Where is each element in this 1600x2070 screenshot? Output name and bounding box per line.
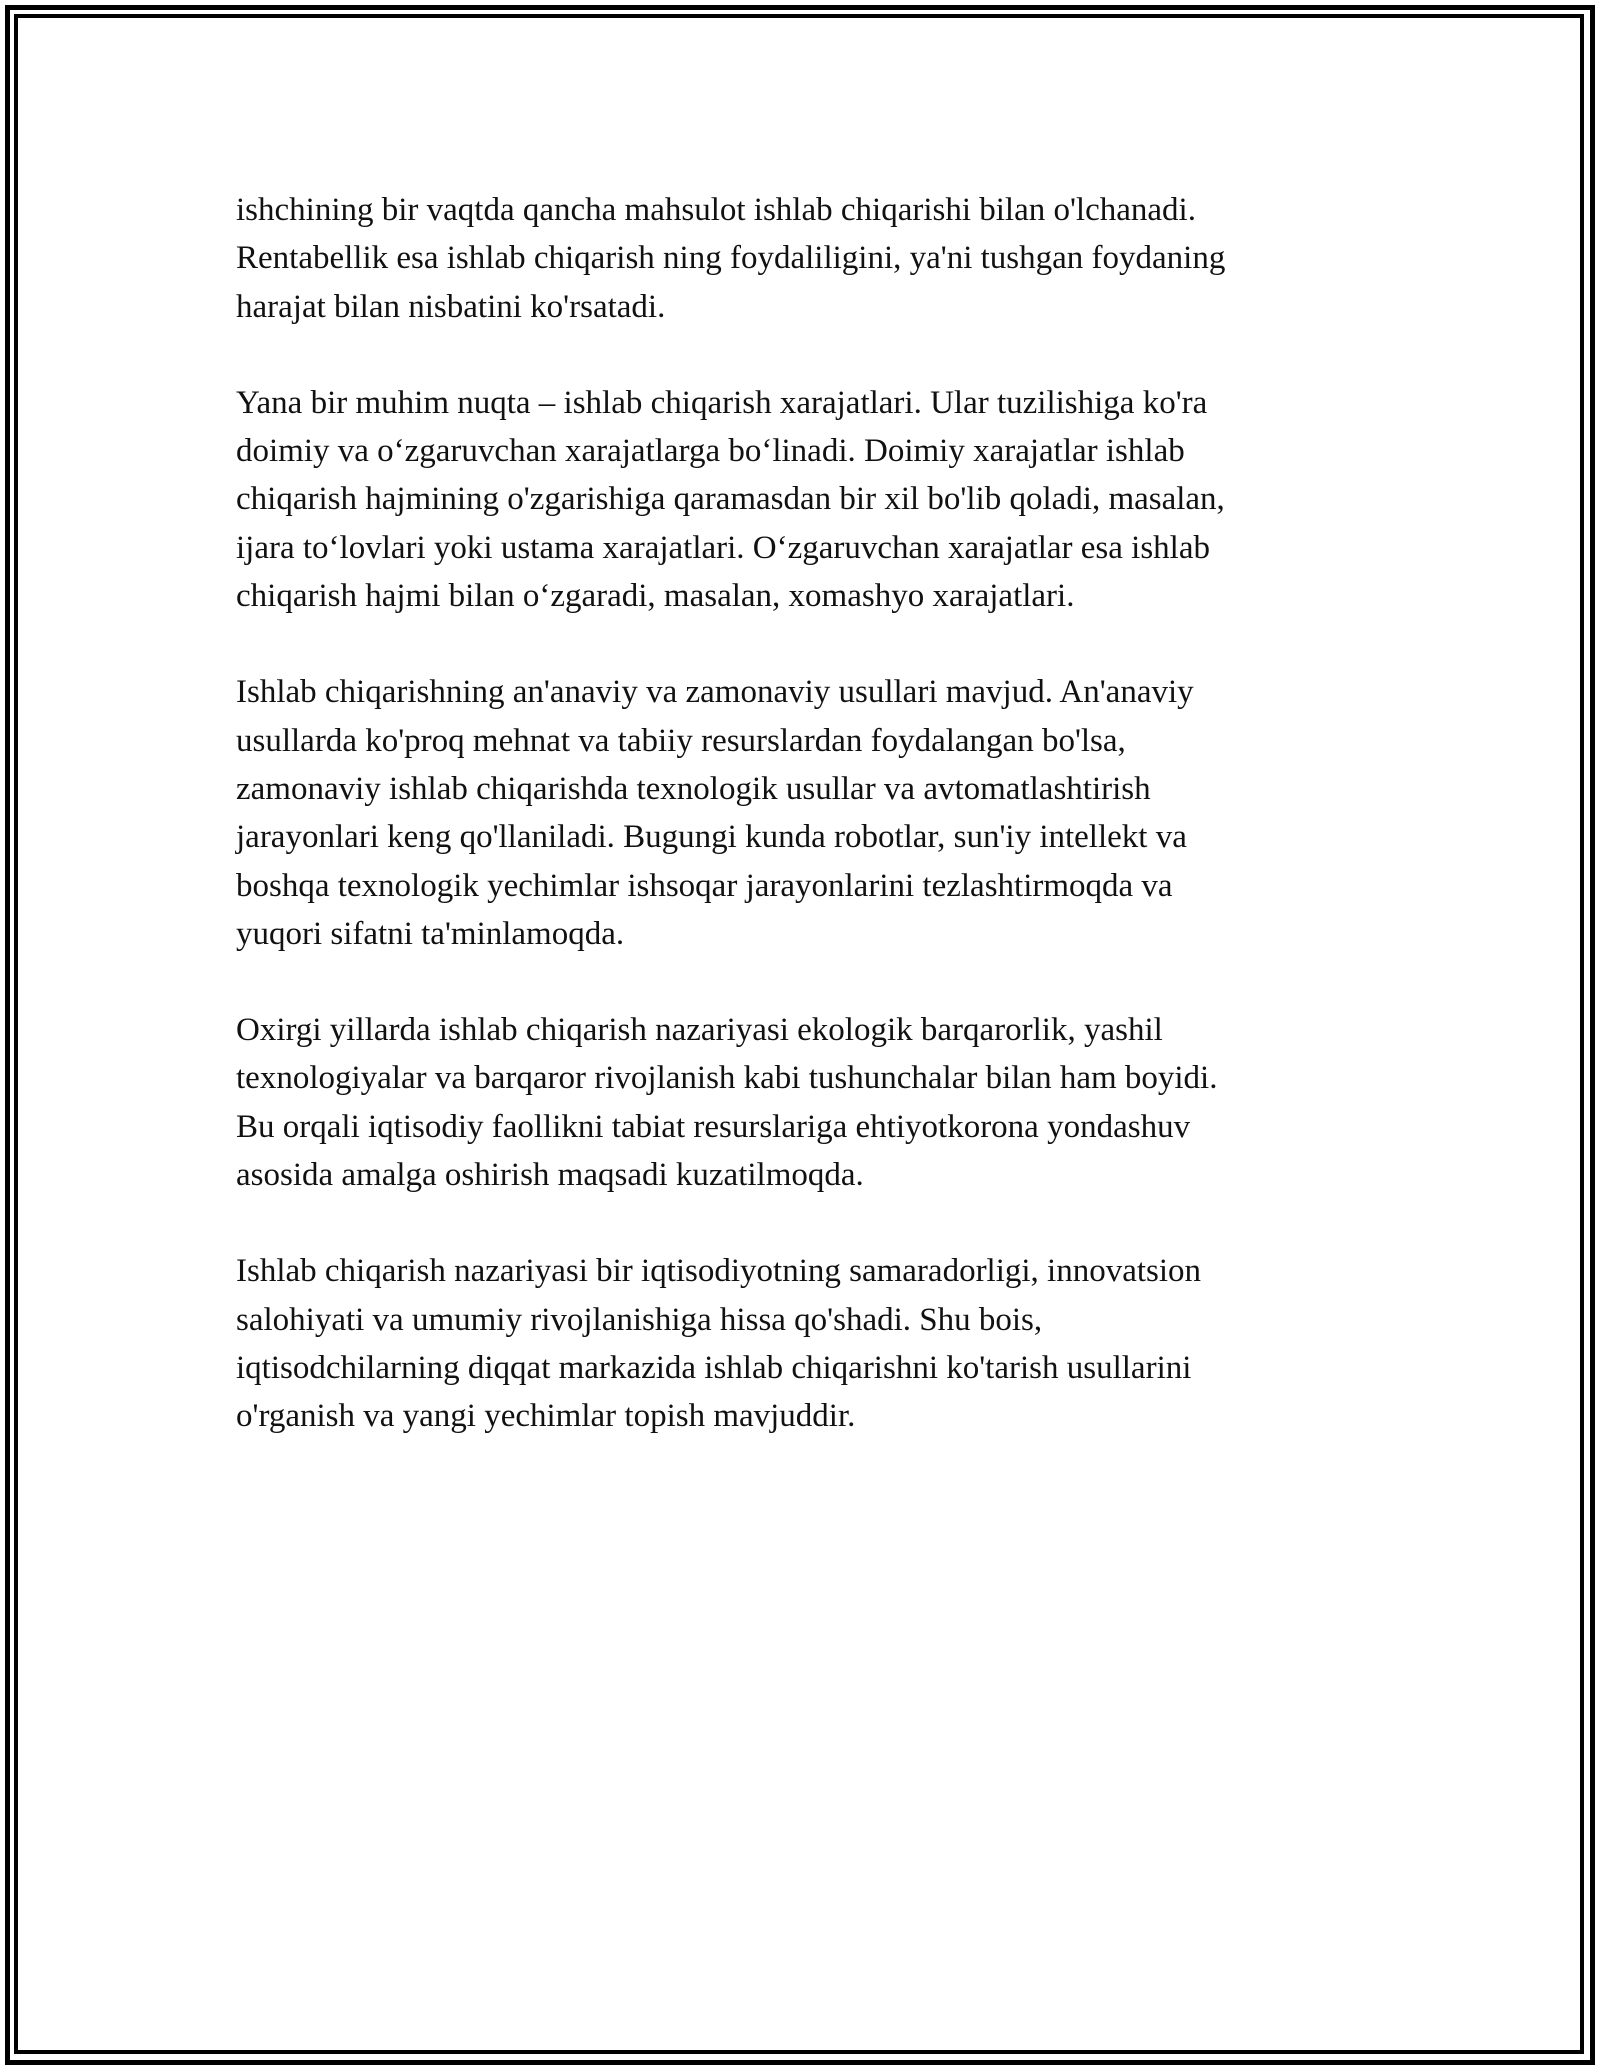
text-line: usullarda ko'proq mehnat va tabiiy resurslardan foydalangan bo'lsa,: [236, 722, 1126, 759]
text-line: ishchining bir vaqtda qancha mahsulot ishlab chiqarishi bilan o'lchanadi.: [236, 192, 1196, 228]
paragraph-methods: [236, 668, 1366, 958]
text-line: ijara to‘lovlari yoki ustama xarajatlari. O‘zgaruvchan xarajatlar esa ishlab: [236, 529, 1210, 566]
paragraph-productivity: [236, 186, 1366, 331]
text-line: yuqori sifatni ta'minlamoqda.: [236, 915, 625, 952]
text-line: jarayonlari keng qo'llaniladi. Bugungi kunda robotlar, sun'iy intellekt va: [236, 819, 1187, 856]
text-line: asosida amalga oshirish maqsadi kuzatilmoqda.: [236, 1157, 864, 1194]
text-line: Oxirgi yillarda ishlab chiqarish nazariyasi ekologik barqarorlik, yashil: [236, 1012, 1163, 1049]
text-line: zamonaviy ishlab chiqarishda texnologik usullar va avtomatlashtirish: [236, 770, 1151, 807]
text-line: texnologiyalar va barqaror rivojlanish kabi tushunchalar bilan ham boyidi.: [236, 1060, 1218, 1097]
text-line: Ishlab chiqarishning an'anaviy va zamonaviy usullari mavjud. An'anaviy: [236, 674, 1194, 711]
text-line: chiqarish hajmining o'zgarishiga qaramasdan bir xil bo'lib qoladi, masalan,: [236, 481, 1225, 518]
text-line: Rentabellik esa ishlab chiqarish ning foydaliligini, ya'ni tushgan foydaning: [236, 240, 1226, 277]
text-line: doimiy va o‘zgaruvchan xarajatlarga bo‘linadi. Doimiy xarajatlar ishlab: [236, 433, 1185, 470]
paragraph-conclusion: [236, 1247, 1366, 1440]
text-line: chiqarish hajmi bilan o‘zgaradi, masalan, xomashyo xarajatlari.: [236, 578, 1075, 615]
text-line: harajat bilan nisbatini ko'rsatadi.: [236, 288, 666, 325]
paragraph-sustainability: [236, 1006, 1366, 1199]
text-line: Bu orqali iqtisodiy faollikni tabiat resurslariga ehtiyotkorona yondashuv: [236, 1108, 1191, 1145]
paragraph-costs: [236, 379, 1366, 620]
text-line: Ishlab chiqarish nazariyasi bir iqtisodiyotning samaradorligi, innovatsion: [236, 1253, 1202, 1290]
text-line: Yana bir muhim nuqta – ishlab chiqarish xarajatlari. Ular tuzilishiga ko'ra: [236, 384, 1208, 421]
text-line: o'rganish va yangi yechimlar topish mavjuddir.: [236, 1398, 856, 1435]
text-line: iqtisodchilarning diqqat markazida ishlab chiqarishni ko'tarish usullarini: [236, 1349, 1192, 1386]
document-body: [236, 186, 1366, 1489]
text-line: salohiyati va umumiy rivojlanishiga hissa qo'shadi. Shu bois,: [236, 1301, 1043, 1338]
text-line: boshqa texnologik yechimlar ishsoqar jarayonlarini tezlashtirmoqda va: [236, 867, 1173, 904]
